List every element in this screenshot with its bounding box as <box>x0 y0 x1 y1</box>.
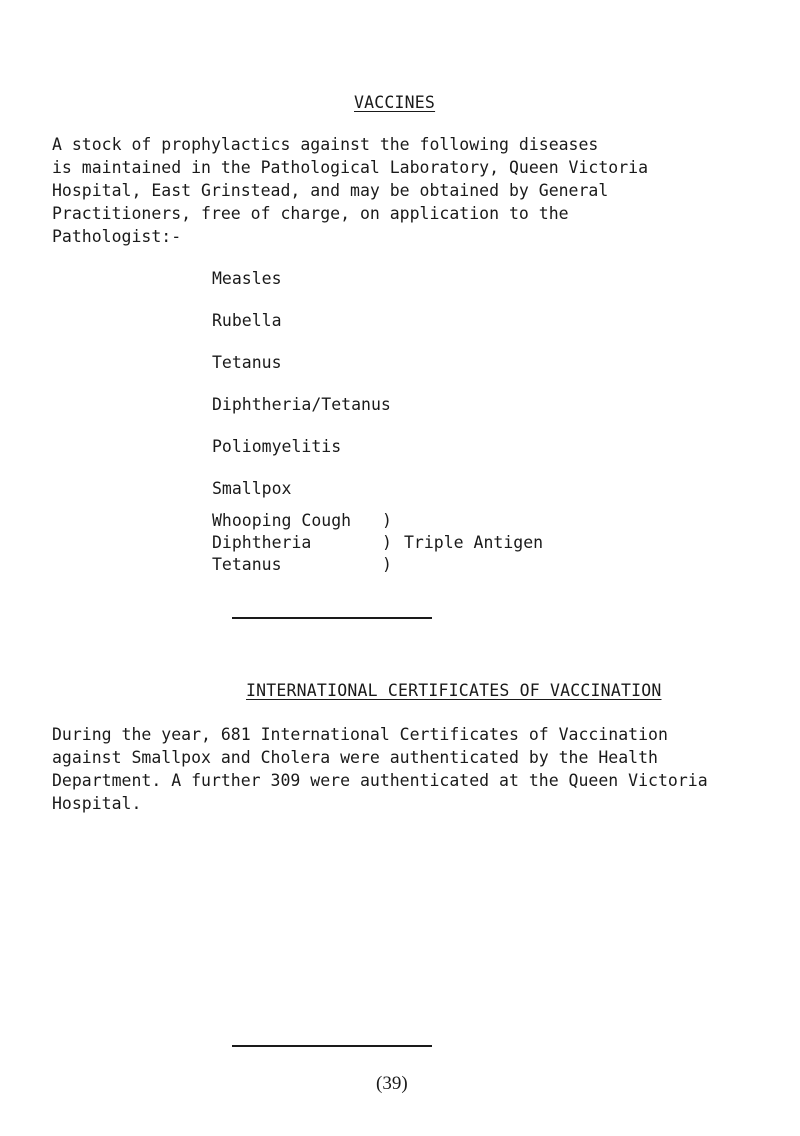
section-title-certificates: INTERNATIONAL CERTIFICATES OF VACCINATION <box>246 681 662 700</box>
triple-antigen-row <box>212 532 572 554</box>
vaccine-item: Smallpox <box>212 479 292 498</box>
certificates-line: During the year, 681 International Certificates of Vaccination <box>52 725 668 744</box>
triple-antigen-item: Diphtheria <box>212 533 312 552</box>
intro-line: is maintained in the Pathological Laboratory, Queen Victoria <box>52 158 649 177</box>
certificates-line: Hospital. <box>52 794 142 813</box>
vaccine-item: Poliomyelitis <box>212 437 342 456</box>
triple-antigen-row <box>212 554 572 576</box>
section-title-vaccines: VACCINES <box>354 93 436 112</box>
certificates-line: against Smallpox and Cholera were authenticated by the Health <box>52 748 658 767</box>
section-divider <box>232 1045 432 1047</box>
vaccine-item: Tetanus <box>212 353 282 372</box>
vaccine-item: Diphtheria/Tetanus <box>212 395 391 414</box>
intro-line: Pathologist:- <box>52 227 182 246</box>
certificates-paragraph <box>52 723 708 815</box>
brace: ) <box>382 533 392 552</box>
intro-line: Hospital, East Grinstead, and may be obtained by General <box>52 181 609 200</box>
vaccine-item: Rubella <box>212 311 282 330</box>
page-number: (39) <box>376 1073 408 1094</box>
triple-antigen-label: Triple Antigen <box>404 533 544 552</box>
brace: ) <box>382 555 392 574</box>
brace: ) <box>382 511 392 530</box>
certificates-line: Department. A further 309 were authenticated at the Queen Victoria <box>52 771 708 790</box>
intro-paragraph <box>52 133 648 248</box>
triple-antigen-group <box>212 510 572 576</box>
triple-antigen-row <box>212 510 572 532</box>
triple-antigen-item: Tetanus <box>212 555 282 574</box>
intro-line: A stock of prophylactics against the following diseases <box>52 135 599 154</box>
section-divider <box>232 617 432 619</box>
intro-line: Practitioners, free of charge, on application to the <box>52 204 569 223</box>
vaccine-list <box>212 269 391 521</box>
triple-antigen-item: Whooping Cough <box>212 511 352 530</box>
vaccine-item: Measles <box>212 269 282 288</box>
